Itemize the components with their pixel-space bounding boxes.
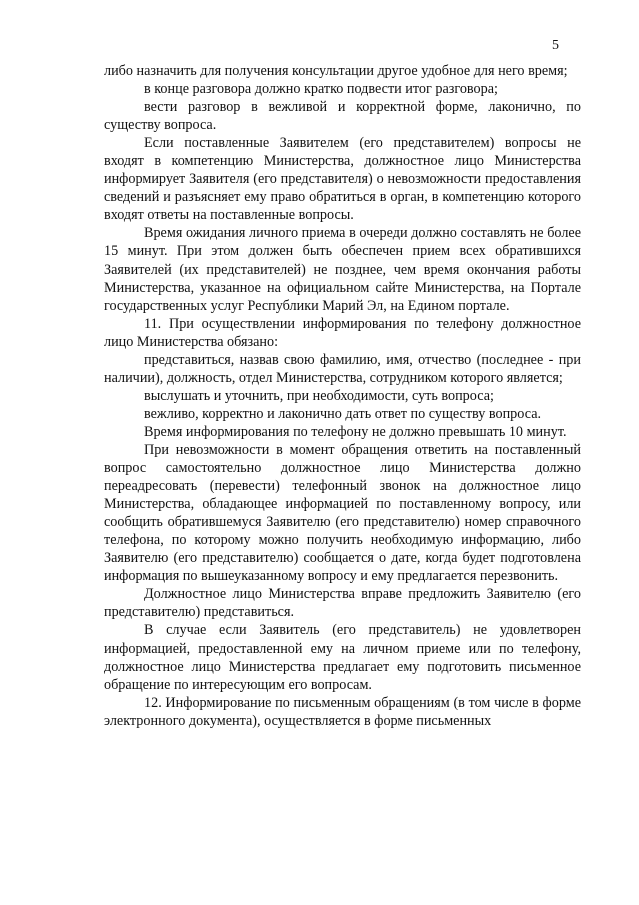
paragraph-summary-rule: в конце разговора должно кратко подвести итог разговора; (144, 81, 498, 98)
page-number: 5 (552, 38, 559, 53)
paragraph-listen: выслушать и уточнить, при необходимости, суть вопроса; (144, 387, 494, 404)
paragraph-waiting-time: Время ожидания личного приема в очереди должно составлять не более 15 минут. При этом должен быть обеспечен прием всех обратившихся Заявителей (их представителей) не позднее, чем время окончания работы Министерства, указанное на официальном сайте Министерства, на Портале государственных услуг Республики Марий Эл, на Едином портале. (104, 225, 581, 314)
paragraph-answer: вежливо, корректно и лаконично дать ответ по существу вопроса. (144, 405, 542, 422)
paragraph-written-appeal: В случае если Заявитель (его представитель) не удовлетворен информацией, предоставленной ему на личном приеме или по телефону, должностное лицо Министерства предлагает ему подготовить письменное обращение по интересующим его вопросам. (104, 622, 581, 693)
paragraph-out-of-competence: Если поставленные Заявителем (его представителем) вопросы не входят в компетенцию Министерства, должностное лицо Министерства информирует Заявителя (его представителя) о невозможности предоставления сведений и разъясняет ему право обратиться в орган, в компетенцию которого входят ответы на поставленные вопросы. (104, 135, 581, 224)
paragraph-introduce-self: представиться, назвав свою фамилию, имя, отчество (последнее - при наличии), должность, отдел Министерства, сотрудником которого является; (104, 351, 581, 386)
document-body (104, 62, 581, 730)
paragraph-phone-duration: Время информирования по телефону не должно превышать 10 минут. (144, 423, 567, 440)
paragraph-redirect-call: При невозможности в момент обращения ответить на поставленный вопрос самостоятельно должностное лицо Министерства должно переадресовать (перевести) телефонный звонок на должностное лицо Министерства, обладающее информацией по поставленному вопросу, или сообщить обратившемуся Заявителю (его представителю) номер справочного телефона, по которому можно получить необходимую информацию, либо Заявителю (его представителю) сообщается о дате, когда будет подготовлена информация по вышеуказанному вопросу и ему предлагается перезвонить. (104, 441, 581, 585)
paragraph-politeness-rule: вести разговор в вежливой и корректной форме, лаконично, по существу вопроса. (104, 99, 581, 134)
paragraph-clause-11: 11. При осуществлении информирования по телефону должностное лицо Министерства обязано: (104, 315, 581, 350)
paragraph-continuation: либо назначить для получения консультации другое удобное для него время; (104, 63, 568, 79)
paragraph-clause-12: 12. Информирование по письменным обращениям (в том числе в форме электронного документа), осуществляется в форме письменных (104, 694, 581, 729)
paragraph-request-introduction: Должностное лицо Министерства вправе предложить Заявителю (его представителю) представиться. (104, 586, 581, 621)
